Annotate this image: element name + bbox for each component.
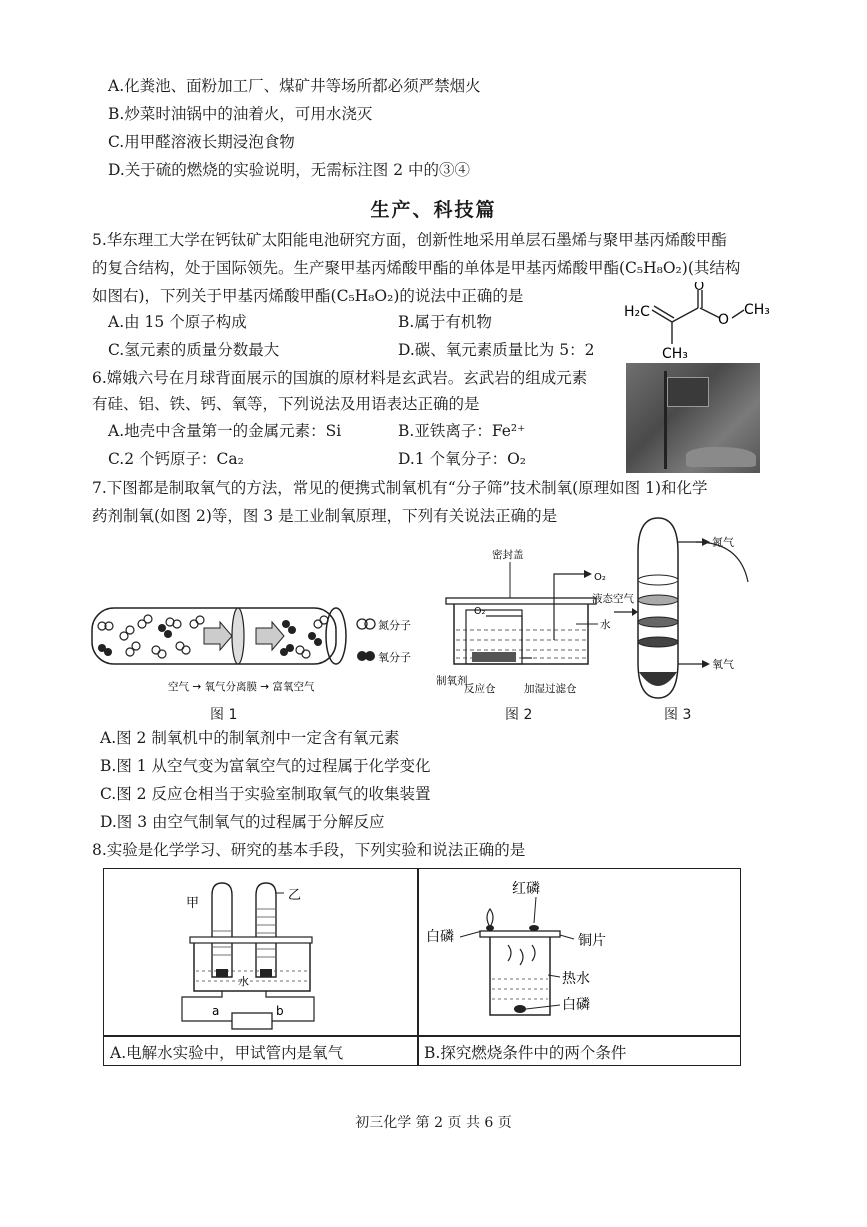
q8-stem: 8.实验是化学学习、研究的基本手段，下列实验和说法正确的是	[92, 841, 526, 859]
figure-1-molecular-sieve	[86, 594, 426, 704]
structure-label-h2c: H₂C	[624, 304, 650, 320]
tube-jia-label: 甲	[186, 896, 200, 911]
test-tube-yi	[256, 883, 276, 977]
q6-option-c: C.2 个钙原子：Ca₂	[108, 450, 244, 468]
methyl-methacrylate-structure	[620, 282, 780, 362]
q5-stem-line-3: 如图右)，下列关于甲基丙烯酸甲酯(C₅H₈O₂)的说法中正确的是	[92, 287, 524, 305]
structure-label-o-top: O	[694, 282, 705, 294]
electrode-b	[260, 969, 272, 977]
q5-stem-line-1: 5.华东理工大学在钙钛矿太阳能电池研究方面，创新性地采用单层石墨烯与聚甲基丙烯酸甲酯	[92, 231, 727, 249]
moon-flag-photo	[626, 363, 760, 473]
sealed-lid	[446, 598, 596, 604]
q4-option-d: D.关于硫的燃烧的实验说明，无需标注图 2 中的③④	[108, 161, 471, 179]
svg-text:水: 水	[238, 975, 249, 988]
fig2-reactor-label: 反应仓	[464, 683, 496, 695]
white-phosphorus-top-label: 白磷	[426, 929, 454, 945]
fractionating-column	[638, 518, 678, 698]
q4-option-b: B.炒菜时油锅中的油着火，可用水浇灭	[108, 105, 373, 123]
q7-stem-line-2: 药剂制氧(如图 2)等，图 3 是工业制氧原理，下列有关说法正确的是	[92, 507, 558, 525]
tube-yi-label: 乙	[288, 888, 302, 903]
arrow-icon	[204, 622, 232, 650]
copper-plate	[480, 931, 560, 937]
q7-option-c: C.图 2 反应仓相当于实验室制取氧气的收集装置	[100, 785, 431, 803]
electrode-a	[216, 969, 228, 977]
lander-part	[686, 447, 756, 467]
q6-stem-line-2: 有硅、铝、铁、钙、氧等，下列说法及用语表达正确的是	[92, 395, 480, 413]
figure-3-industrial-oxygen	[590, 512, 780, 708]
power-supply	[232, 1013, 272, 1029]
red-phosphorus-label: 红磷	[512, 881, 540, 897]
fig2-o2-inner: O₂	[474, 606, 486, 617]
fig2-caption: 图 2	[505, 707, 533, 723]
structure-label-o-ester: O	[718, 312, 730, 328]
test-tube-jia	[212, 883, 232, 977]
copper-plate-label: 铜片	[578, 933, 606, 949]
q8-option-b: B.探究燃烧条件中的两个条件	[424, 1044, 627, 1062]
structure-label-ch3: CH₃	[744, 302, 770, 318]
fig1-flow-text: 空气 → 氧气分离膜 → 富氧空气	[168, 681, 315, 693]
q6-option-b: B.亚铁离子：Fe²⁺	[398, 422, 526, 440]
oxygen-agent	[472, 652, 516, 662]
fig3-liquid-air-label: 液态空气	[592, 593, 634, 605]
q6-option-a: A.地壳中含量第一的金属元素：Si	[108, 422, 342, 440]
red-phosphorus	[529, 925, 539, 931]
legend-n2: 氮分子	[378, 619, 411, 632]
section-title: 生产、科技篇	[370, 199, 497, 221]
fig3-n2-label: 氮气	[712, 536, 734, 549]
q7-stem-line-1: 7.下图都是制取氧气的方法，常见的便携式制氧机有“分子筛”技术制氧(原理如图 1)和化学	[92, 479, 708, 497]
q7-option-d: D.图 3 由空气制氧气的过程属于分解反应	[100, 813, 385, 831]
q5-option-a: A.由 15 个原子构成	[108, 313, 247, 331]
fig2-agent-label: 制氧剂	[436, 675, 468, 687]
q8-option-a: A.电解水实验中，甲试管内是氧气	[110, 1044, 344, 1062]
q6-option-d: D.1 个氧分子：O₂	[398, 450, 527, 468]
arrow-icon	[256, 622, 284, 650]
q5-stem-line-2: 的复合结构，处于国际领先。生产聚甲基丙烯酸甲酯的单体是甲基丙烯酸甲酯(C₅H₈O₂)(其结构	[92, 259, 741, 277]
terminal-b: b	[276, 1004, 284, 1018]
separation-membrane	[232, 608, 244, 664]
q8-experiment-table	[103, 868, 741, 1066]
q6-stem-line-1: 6.嫦娥六号在月球背面展示的国旗的原材料是玄武岩。玄武岩的组成元素	[92, 369, 588, 387]
fig3-caption: 图 3	[664, 707, 692, 723]
fig2-o2-out: O₂	[594, 572, 606, 583]
q5-option-c: C.氢元素的质量分数最大	[108, 341, 280, 359]
q5-option-d: D.碳、氧元素质量比为 5：2	[398, 341, 595, 359]
hot-water-label: 热水	[562, 971, 590, 987]
electrolysis-apparatus	[164, 875, 384, 1033]
q7-option-b: B.图 1 从空气变为富氧空气的过程属于化学变化	[100, 757, 431, 775]
q5-option-b: B.属于有机物	[398, 313, 492, 331]
fig2-lid-label: 密封盖	[492, 549, 524, 561]
beaker	[490, 937, 550, 1015]
fig2-water-label: 水	[600, 619, 611, 631]
combustion-apparatus	[422, 875, 738, 1033]
q7-option-a: A.图 2 制氧机中的制氧剂中一定含有氧元素	[100, 729, 400, 747]
q4-option-a: A.化粪池、面粉加工厂、煤矿井等场所都必须严禁烟火	[108, 77, 481, 95]
page-footer: 初三化学 第 2 页 共 6 页	[355, 1115, 512, 1131]
white-phosphorus-underwater	[514, 1005, 526, 1013]
white-phosphorus-bottom-label: 白磷	[562, 997, 590, 1013]
fig1-caption: 图 1	[210, 707, 238, 723]
structure-label-ch3-bottom: CH₃	[662, 346, 688, 362]
flame-icon	[487, 909, 493, 927]
q4-option-c: C.用甲醛溶液长期浸泡食物	[108, 133, 295, 151]
fig2-filter-label: 加湿过滤仓	[524, 683, 577, 695]
terminal-a: a	[212, 1004, 220, 1018]
legend-o2: 氧分子	[378, 651, 411, 664]
flag-icon	[667, 377, 709, 407]
fig3-o2-label: 氧气	[712, 658, 734, 671]
